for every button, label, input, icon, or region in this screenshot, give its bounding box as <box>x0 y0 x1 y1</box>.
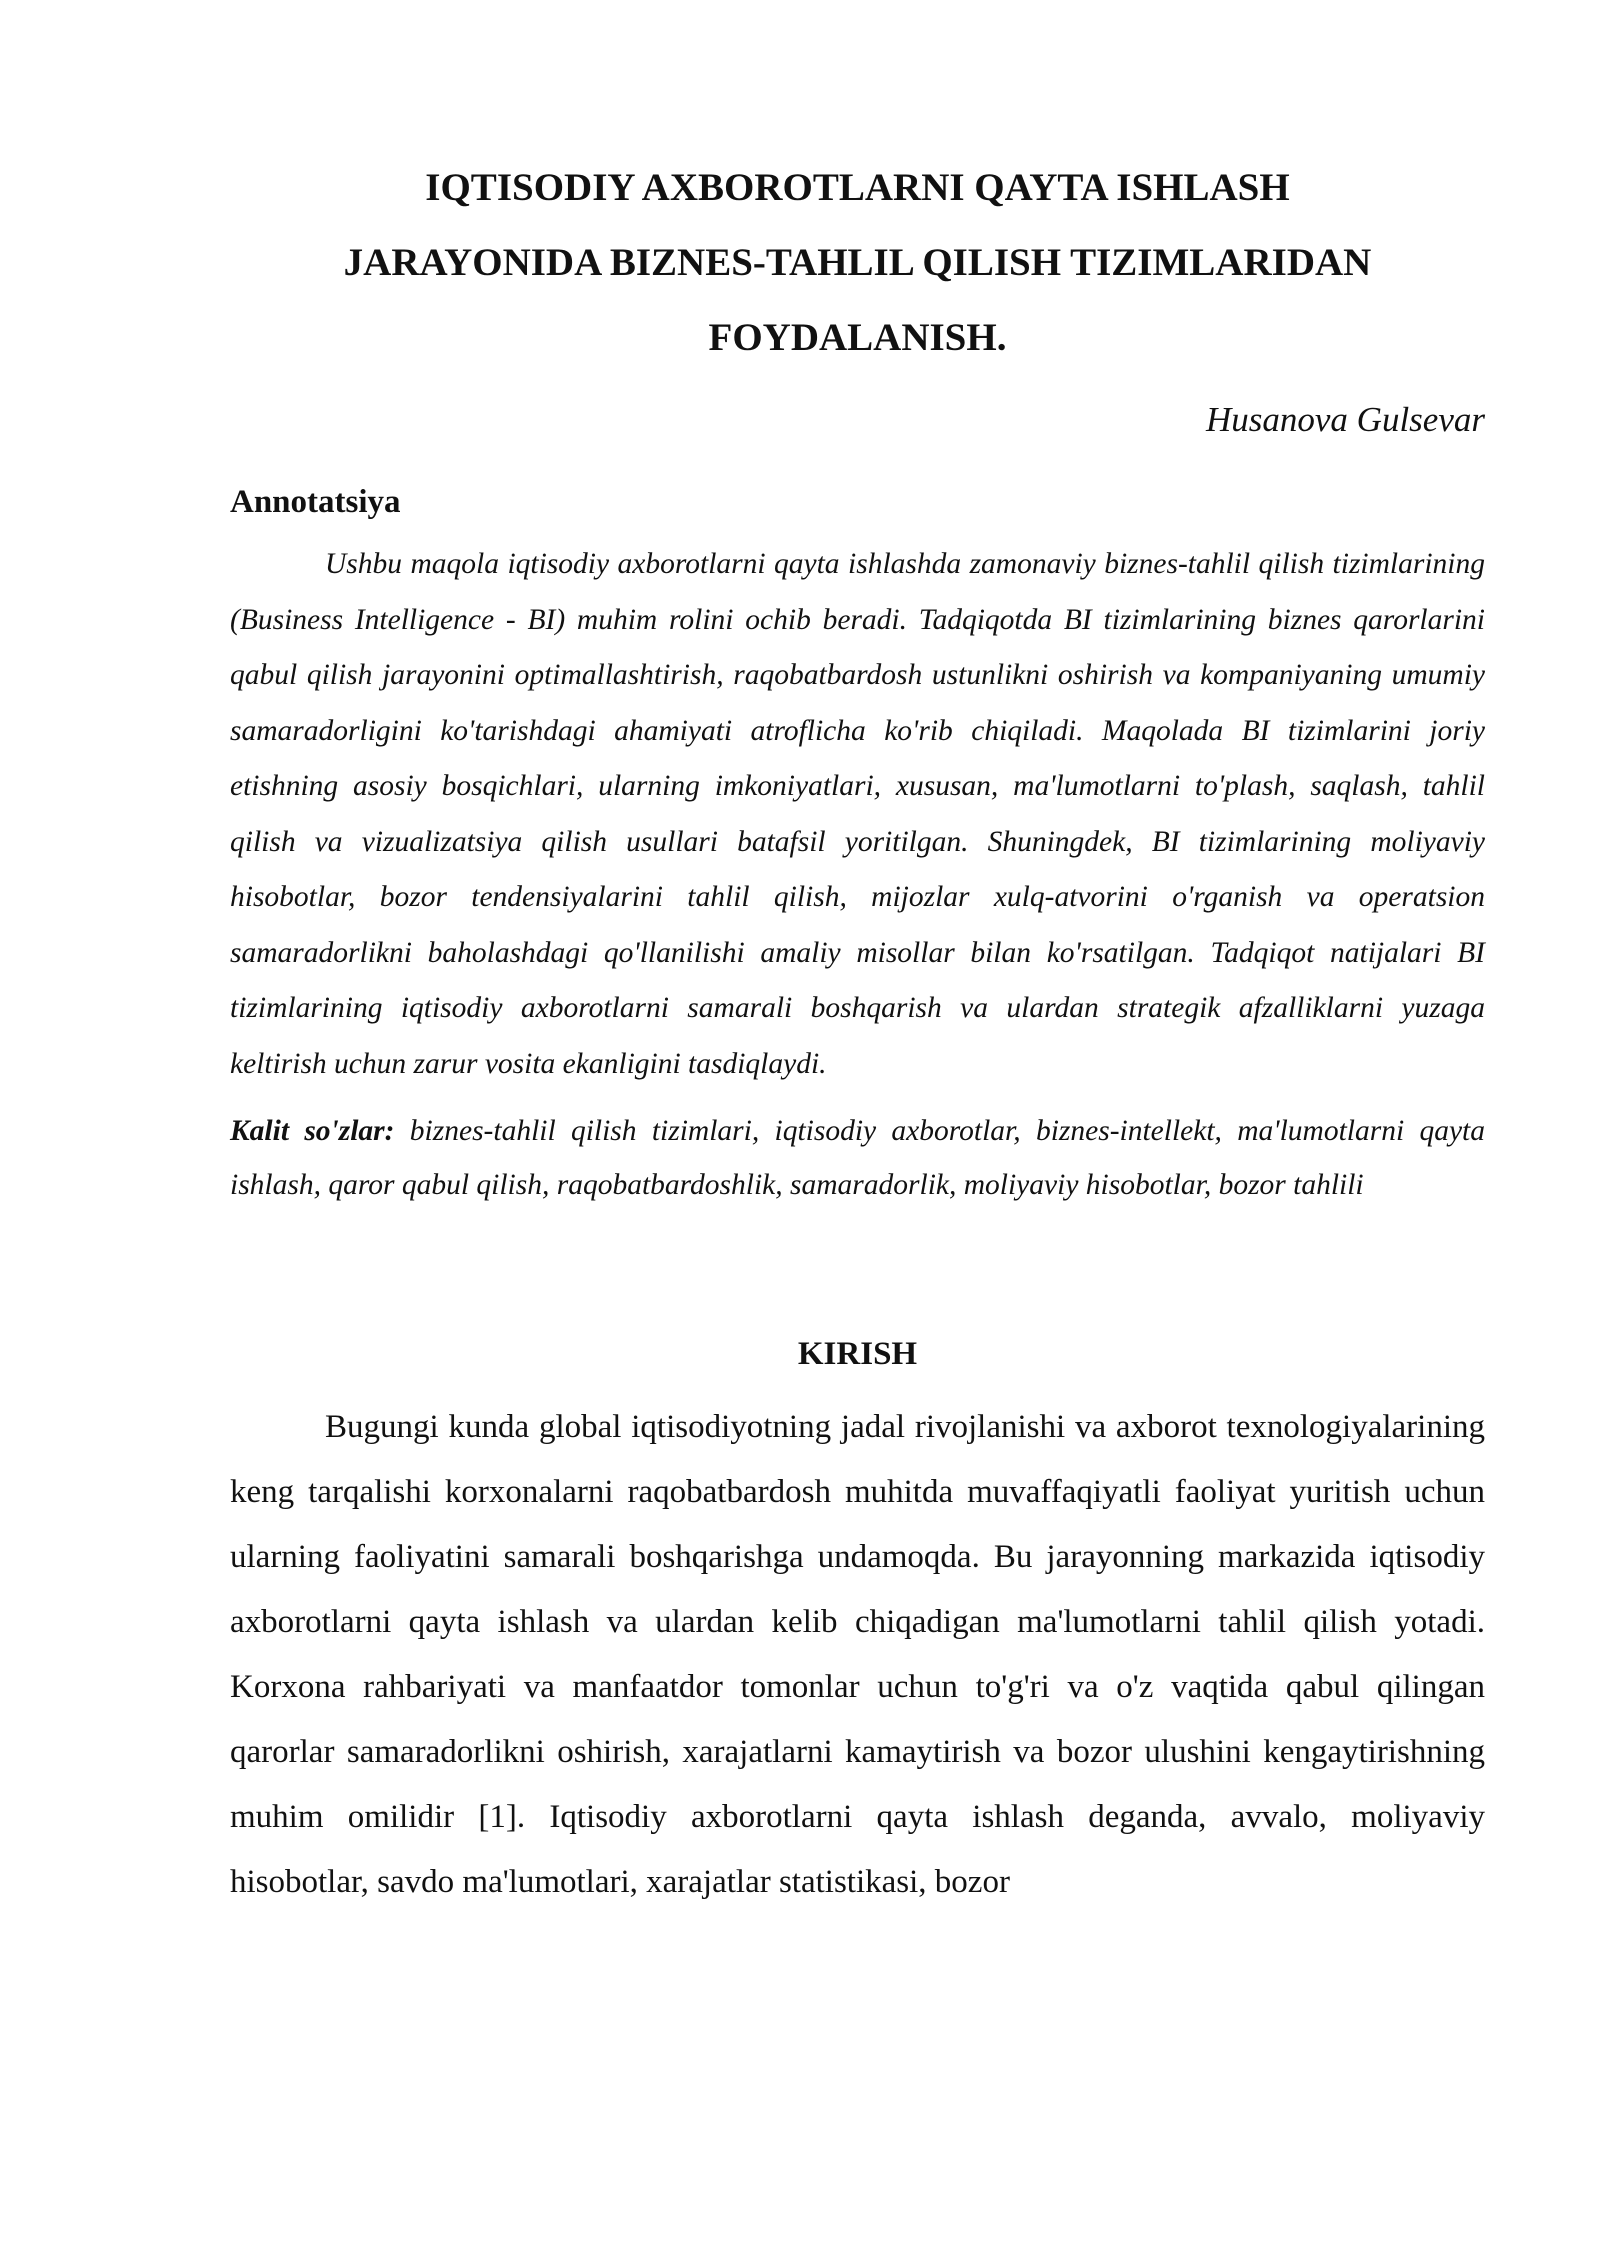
title-line-2: JARAYONIDA BIZNES-TAHLIL QILISH TIZIMLARIDAN <box>343 241 1372 284</box>
abstract-text: Ushbu maqola iqtisodiy axborotlarni qayta ishlashda zamonaviy biznes-tahlil qilish tizimlarining (Business Intelligence - BI) muhim rolini ochib beradi. Tadqiqotda BI tizimlarining biznes qarorlarini qabul qilish jarayonini optimallashtirish, raqobatbardosh ustunlikni oshirish va kompaniyaning umumiy samaradorligini ko'tarishdagi ahamiyati atroflicha ko'rib chiqiladi. Maqolada BI tizimlarini joriy etishning asosiy bosqichlari, ularning imkoniyatlari, xususan, ma'lumotlarni to'plash, saqlash, tahlil qilish va vizualizatsiya qilish usullari batafsil yoritilgan. Shuningdek, BI tizimlarining moliyaviy hisobotlar, bozor tendensiyalarini tahlil qilish, mijozlar xulq-atvorini o'rganish va operatsion samaradorlikni baholashdagi qo'llanilishi amaliy misollar bilan ko'rsatilgan. Tadqiqot natijalari BI tizimlarining iqtisodiy axborotlarni samarali boshqarish va ulardan strategik afzalliklarni yuzaga keltirish uchun zarur vosita ekanligini tasdiqlaydi. <box>230 548 1485 1080</box>
document-page <box>230 150 1485 1915</box>
title-line-3: FOYDALANISH. <box>708 316 1007 359</box>
keywords-label: Kalit so'zlar: <box>230 1115 395 1147</box>
title-line-1: IQTISODIY AXBOROTLARNI QAYTA ISHLASH <box>425 166 1290 209</box>
introduction-text: Bugungi kunda global iqtisodiyotning jadal rivojlanishi va axborot texnologiyalarining keng tarqalishi korxonalarni raqobatbardosh muhitda muvaffaqiyatli faoliyat yuritish uchun ularning faoliyatini samarali boshqarishga undamoqda. Bu jarayonning markazida iqtisodiy axborotlarni qayta ishlash va ulardan kelib chiqadigan ma'lumotlarni tahlil qilish yotadi. Korxona rahbariyati va manfaatdor tomonlar uchun to'g'ri va o'z vaqtida qabul qilingan qarorlar samaradorlikni oshirish, xarajatlarni kamaytirish va bozor ulushini kengaytirishning muhim omilidir [1]. Iqtisodiy axborotlarni qayta ishlash deganda, avvalo, moliyaviy hisobotlar, savdo ma'lumotlari, xarajatlar statistikasi, bozor <box>230 1409 1485 1900</box>
keywords-text: biznes-tahlil qilish tizimlari, iqtisodiy axborotlar, biznes-intellekt, ma'lumotlarni qayta ishlash, qaror qabul qilish, raqobatbardoshlik, samaradorlik, moliyaviy hisobotlar, bozor tahlili <box>230 1115 1485 1201</box>
introduction-heading: KIRISH <box>797 1336 918 1372</box>
paper-title <box>230 150 1485 375</box>
keywords-paragraph <box>230 1104 1485 1212</box>
author-name: Husanova Gulsevar <box>1206 400 1485 439</box>
abstract-heading: Annotatsiya <box>230 484 401 520</box>
